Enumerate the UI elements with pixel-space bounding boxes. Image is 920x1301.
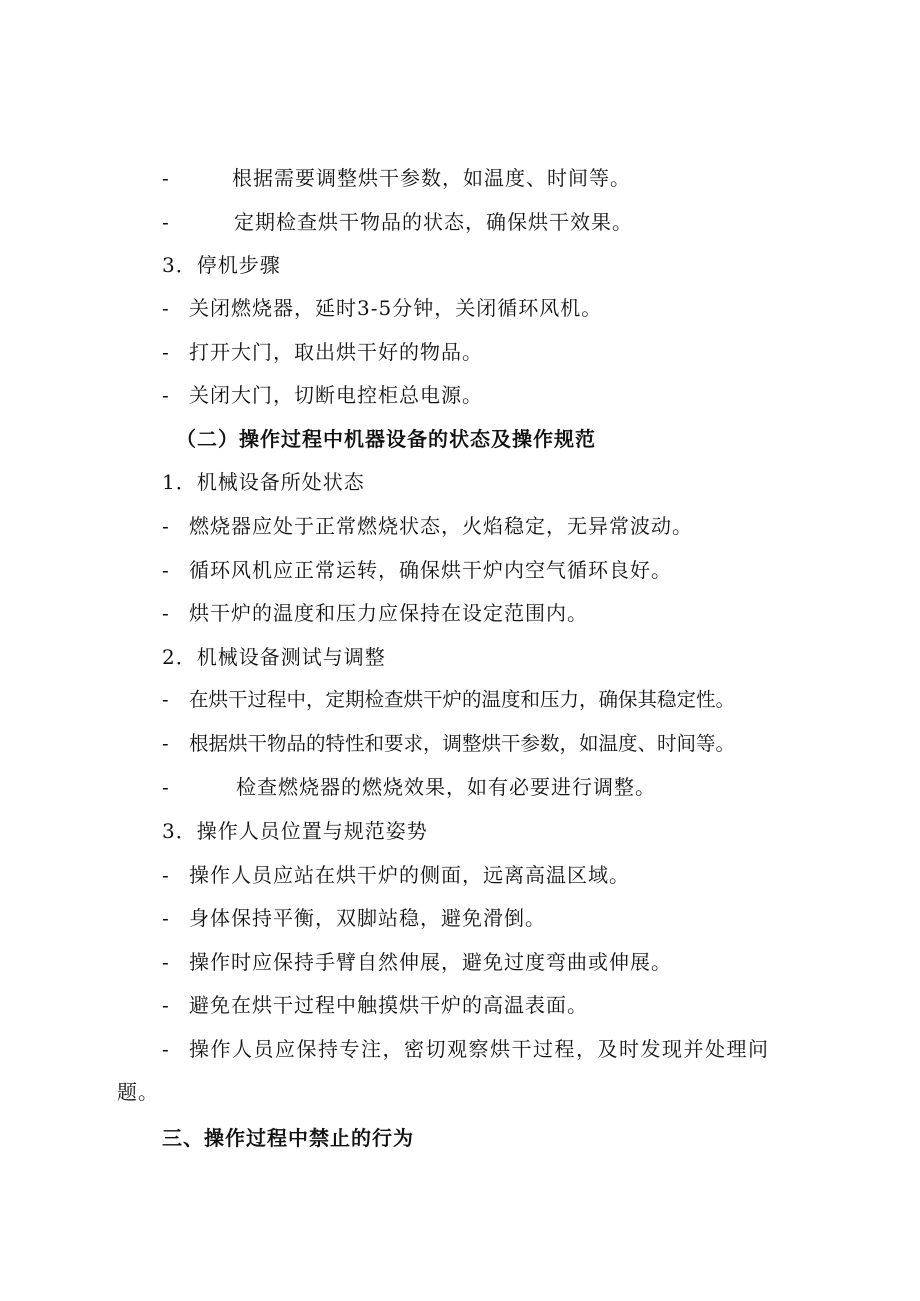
subsection-heading xyxy=(162,817,428,845)
bullet-dash: - xyxy=(162,906,170,930)
bullet-text: 关闭燃烧器，延时3-5分钟，关闭循环风机。 xyxy=(189,296,603,320)
subsection-heading-text: 3．操作人员位置与规范姿势 xyxy=(162,819,428,843)
bullet-text: 身体保持平衡，双脚站稳，避免滑倒。 xyxy=(189,906,546,930)
bullet-dash: - xyxy=(162,340,170,364)
bullet-text: 避免在烘干过程中触摸烘干炉的高温表面。 xyxy=(189,993,588,1017)
bullet-dash: - xyxy=(162,688,169,711)
bullet-line xyxy=(162,338,483,366)
continuation-line xyxy=(117,1078,159,1106)
bullet-dash: - xyxy=(162,863,170,887)
bullet-text: 根据烘干物品的特性和要求，调整烘干参数，如温度、时间等。 xyxy=(189,732,736,755)
bullet-line xyxy=(162,773,656,801)
bullet-line xyxy=(162,208,633,236)
bullet-dash: - xyxy=(162,514,170,538)
bullet-dash: - xyxy=(162,296,170,320)
bullet-text: 烘干炉的温度和压力应保持在设定范围内。 xyxy=(189,601,588,625)
subsection-heading-text: 2．机械设备测试与调整 xyxy=(162,645,386,669)
bullet-line xyxy=(162,556,672,584)
bullet-line xyxy=(162,948,672,976)
bullet-dash: - xyxy=(162,383,170,407)
bullet-line xyxy=(162,991,588,1019)
bullet-line xyxy=(162,861,630,889)
section-heading-text: （二）操作过程中机器设备的状态及操作规范 xyxy=(176,427,596,451)
bullet-line xyxy=(162,730,735,758)
bullet-dash: - xyxy=(162,558,170,582)
subsection-heading-text: 1．机械设备所处状态 xyxy=(162,470,365,494)
bullet-dash: - xyxy=(162,732,169,755)
bullet-line xyxy=(162,1035,770,1063)
bullet-dash: - xyxy=(162,1037,171,1061)
subsection-heading-text: 3．停机步骤 xyxy=(162,253,281,277)
bullet-text: 根据需要调整烘干参数，如温度、时间等。 xyxy=(232,166,631,190)
bullet-dash: - xyxy=(162,775,170,799)
section-heading xyxy=(162,1124,414,1152)
bullet-dash: - xyxy=(162,166,170,190)
bullet-line xyxy=(162,512,693,540)
bullet-line xyxy=(162,904,546,932)
bullet-text: 关闭大门，切断电控柜总电源。 xyxy=(189,383,483,407)
bullet-text: 操作人员应保持专注，密切观察烘干过程，及时发现并处理问 xyxy=(189,1037,770,1061)
subsection-heading xyxy=(162,468,365,496)
bullet-text: 燃烧器应处于正常燃烧状态，火焰稳定，无异常波动。 xyxy=(189,514,693,538)
bullet-line xyxy=(162,599,588,627)
section-heading-text: 三、操作过程中禁止的行为 xyxy=(162,1126,414,1150)
bullet-text: 循环风机应正常运转，确保烘干炉内空气循环良好。 xyxy=(189,558,672,582)
bullet-text: 打开大门，取出烘干好的物品。 xyxy=(189,340,483,364)
bullet-dash: - xyxy=(162,950,170,974)
bullet-dash: - xyxy=(162,210,170,234)
bullet-dash: - xyxy=(162,601,170,625)
bullet-text: 检查燃烧器的燃烧效果，如有必要进行调整。 xyxy=(236,775,656,799)
bullet-line xyxy=(162,381,483,409)
bullet-text: 定期检查烘干物品的状态，确保烘干效果。 xyxy=(234,210,633,234)
section-heading xyxy=(176,425,596,453)
subsection-heading xyxy=(162,251,281,279)
bullet-text: 操作时应保持手臂自然伸展，避免过度弯曲或伸展。 xyxy=(189,950,672,974)
bullet-line xyxy=(162,686,735,714)
bullet-line xyxy=(162,164,631,192)
continuation-text: 题。 xyxy=(117,1080,159,1104)
bullet-dash: - xyxy=(162,993,170,1017)
subsection-heading xyxy=(162,643,386,671)
bullet-text: 在烘干过程中，定期检查烘干炉的温度和压力，确保其稳定性。 xyxy=(189,688,736,711)
bullet-text: 操作人员应站在烘干炉的侧面，远离高温区域。 xyxy=(189,863,630,887)
bullet-line xyxy=(162,294,602,322)
